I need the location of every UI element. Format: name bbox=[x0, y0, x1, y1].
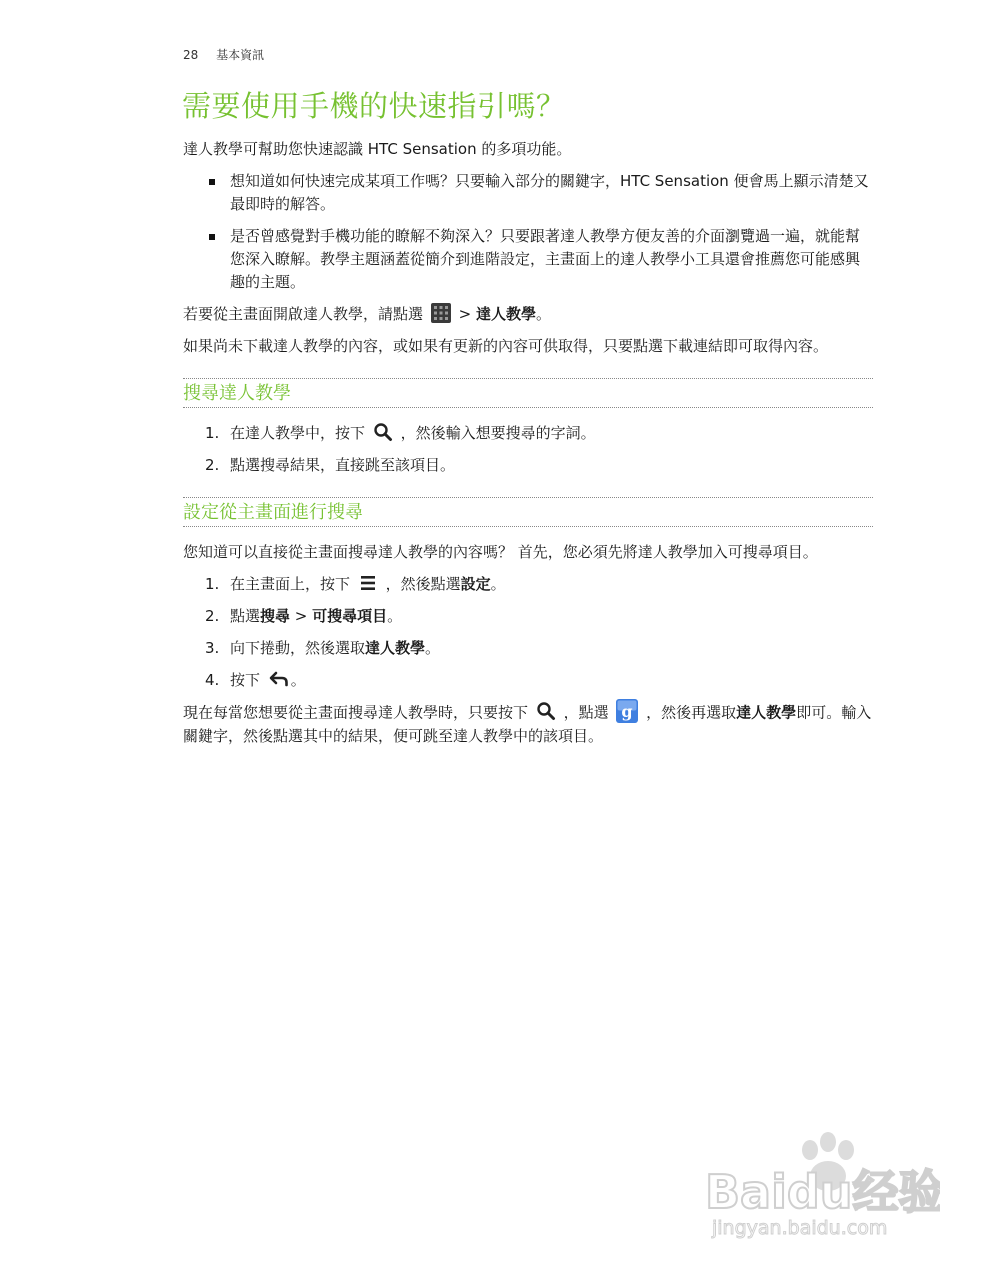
closing-text-4: 即可。輸入關鍵字，然後點選其中的結果，便可跳至達人教學中的該項目。 bbox=[183, 703, 872, 745]
period: 。 bbox=[387, 607, 403, 625]
list-item: 是否曾感覺對手機功能的瞭解不夠深入？只要跟著達人教學方便友善的介面瀏覽過一遍，就能幫您深入瞭解。教學主題涵蓋從簡介到進階設定，主畫面上的達人教學小工具還會推薦您可能感興趣的主題。 bbox=[230, 225, 873, 294]
menu-icon bbox=[358, 573, 378, 593]
step-text bbox=[230, 605, 402, 628]
step-text-before: 在達人教學中，按下 bbox=[230, 424, 366, 442]
intro-paragraph: 達人教學可幫助您快速認識 HTC Sensation 的多項功能。 bbox=[183, 140, 572, 158]
watermark-url: jingyan.baidu.com bbox=[712, 1217, 888, 1239]
page-number: 28 bbox=[183, 48, 199, 62]
section2-intro: 您知道可以直接從主畫面搜尋達人教學的內容嗎？ 首先，您必須先將達人教學加入可搜尋項目。 bbox=[183, 543, 818, 561]
google-icon bbox=[616, 699, 638, 723]
main-content bbox=[183, 138, 873, 757]
step-number: 4. bbox=[205, 671, 220, 689]
settings-label: 設定 bbox=[460, 575, 491, 593]
download-paragraph: 如果尚未下載達人教學的內容，或如果有更新的內容可供取得，只要點選下載連結即可取得內容。 bbox=[183, 337, 829, 355]
closing-paragraph bbox=[183, 701, 873, 748]
step-number: 1. bbox=[205, 424, 220, 442]
watermark-text: Baidu经验 bbox=[705, 1165, 940, 1219]
period: 。 bbox=[290, 671, 306, 689]
closing-text-1: 現在每當您想要從主畫面搜尋達人教學時，只要按下 bbox=[183, 703, 529, 722]
step-number: 2. bbox=[205, 456, 220, 474]
list-item bbox=[183, 669, 873, 692]
step-text-before: 點選 bbox=[230, 607, 261, 625]
step-number: 3. bbox=[205, 639, 220, 657]
search-icon bbox=[373, 422, 393, 442]
open-text: 若要從主畫面開啟達人教學，請點選 bbox=[183, 305, 424, 323]
tips-label: 達人教學 bbox=[365, 639, 426, 657]
search-steps bbox=[183, 422, 873, 477]
search-label: 搜尋 bbox=[260, 607, 291, 625]
baidu-watermark bbox=[700, 1130, 940, 1254]
open-instruction bbox=[183, 303, 873, 326]
step-text-before: 向下捲動，然後選取 bbox=[230, 639, 366, 657]
step-text bbox=[230, 669, 306, 692]
step-number: 2. bbox=[205, 607, 220, 625]
closing-text-3: ，然後再選取 bbox=[646, 703, 737, 722]
home-search-steps bbox=[183, 573, 873, 692]
apps-grid-icon bbox=[431, 303, 451, 323]
step-text-after: ，然後輸入想要搜尋的字詞。 bbox=[400, 424, 596, 442]
tips-label: 達人教學 bbox=[736, 703, 797, 722]
period: 。 bbox=[425, 639, 441, 657]
arrow-separator: > bbox=[290, 607, 313, 625]
list-item bbox=[183, 422, 873, 445]
closing-text-2: ，點選 bbox=[563, 703, 609, 722]
svg-text:g: g bbox=[621, 702, 633, 721]
list-item: 想知道如何快速完成某項工作嗎？只要輸入部分的關鍵字，HTC Sensation 便會馬上顯示清楚又最即時的解答。 bbox=[230, 170, 873, 216]
section-heading-home-search: 設定從主畫面進行搜尋 bbox=[183, 497, 873, 527]
list-item bbox=[183, 637, 873, 660]
back-icon bbox=[268, 669, 288, 689]
target-label: 達人教學 bbox=[475, 305, 536, 323]
step-text bbox=[230, 573, 506, 596]
search-icon bbox=[536, 701, 556, 721]
section-heading-search: 搜尋達人教學 bbox=[183, 378, 873, 408]
arrow-separator: > bbox=[458, 305, 472, 323]
searchable-items-label: 可搜尋項目 bbox=[312, 607, 388, 625]
step-number: 1. bbox=[205, 575, 220, 593]
period: 。 bbox=[490, 575, 506, 593]
step-text: 點選搜尋結果，直接跳至該項目。 bbox=[230, 456, 456, 474]
step-text-before: 按下 bbox=[230, 671, 261, 689]
period: 。 bbox=[535, 305, 551, 323]
step-text bbox=[230, 637, 440, 660]
step-text-mid: ，然後點選 bbox=[385, 575, 461, 593]
page-title: 需要使用手機的快速指引嗎？ bbox=[182, 89, 566, 123]
feature-list bbox=[183, 170, 873, 294]
list-item bbox=[183, 573, 873, 596]
step-text-before: 在主畫面上，按下 bbox=[230, 575, 351, 593]
list-item bbox=[183, 454, 873, 477]
page-header bbox=[183, 46, 264, 63]
section-name: 基本資訊 bbox=[216, 48, 265, 62]
step-text bbox=[230, 422, 596, 445]
list-item bbox=[183, 605, 873, 628]
